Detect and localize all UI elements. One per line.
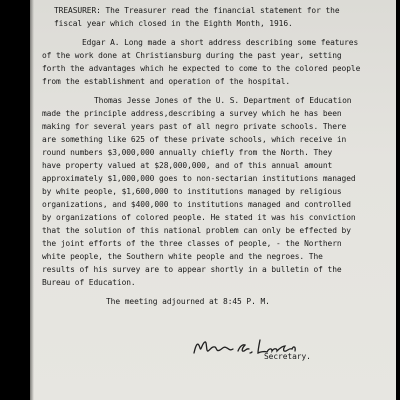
text-line-2: fiscal year which closed in the Eighth Month, 1916. bbox=[54, 19, 293, 28]
text-line-9: making for several years past of all negro private schools. There bbox=[42, 122, 347, 131]
text-line-5: forth the advantages which he expected to come to the colored people bbox=[42, 64, 361, 73]
text-line-3: Edgar A. Long made a short address describing some features bbox=[82, 38, 359, 47]
text-line-13: approximately $1,000,000 goes to non-sectarian institutions managed bbox=[42, 174, 356, 183]
signatory-title: Secretary. bbox=[264, 352, 311, 361]
text-line-18: the joint efforts of the three classes of people, - the Northern bbox=[42, 239, 342, 248]
text-line-12: have property valued at $28,000,000, and of this annual amount bbox=[42, 161, 333, 170]
page-edge-shadow bbox=[30, 0, 34, 400]
text-line-8: made the principle address,describing a survey which he has been bbox=[42, 109, 342, 118]
text-line-17: that the solution of this national problem can only be effected by bbox=[42, 226, 351, 235]
text-line-21: Bureau of Education. bbox=[42, 278, 136, 287]
text-line-19: white people, the Southern white people and the negroes. The bbox=[42, 252, 323, 261]
text-line-14: by white people, $1,600,000 to institutions managed by religious bbox=[42, 187, 342, 196]
text-line-16: by organizations of colored people. He stated it was his conviction bbox=[42, 213, 356, 222]
text-line-20: results of his survey are to appear shortly in a bulletin of the bbox=[42, 265, 342, 274]
text-line-4: of the work done at Christiansburg during the past year, setting bbox=[42, 51, 342, 60]
document-page bbox=[30, 0, 396, 400]
text-line-6: from the establishment and operation of the hospital. bbox=[42, 77, 291, 86]
text-line-15: organizations, and $400,000 to institutions managed and controlled bbox=[42, 200, 351, 209]
text-line-7: Thomas Jesse Jones of the U. S. Department of Education bbox=[94, 96, 352, 105]
adjournment-line: The meeting adjourned at 8:45 P. M. bbox=[106, 297, 270, 306]
text-line-10: are something like 625 of these private schools, which receive in bbox=[42, 135, 347, 144]
text-line-1: TREASURER: The Treasurer read the financial statement for the bbox=[54, 6, 340, 15]
text-line-11: round numbers $3,000,000 annually chiefly from the North. They bbox=[42, 148, 333, 157]
